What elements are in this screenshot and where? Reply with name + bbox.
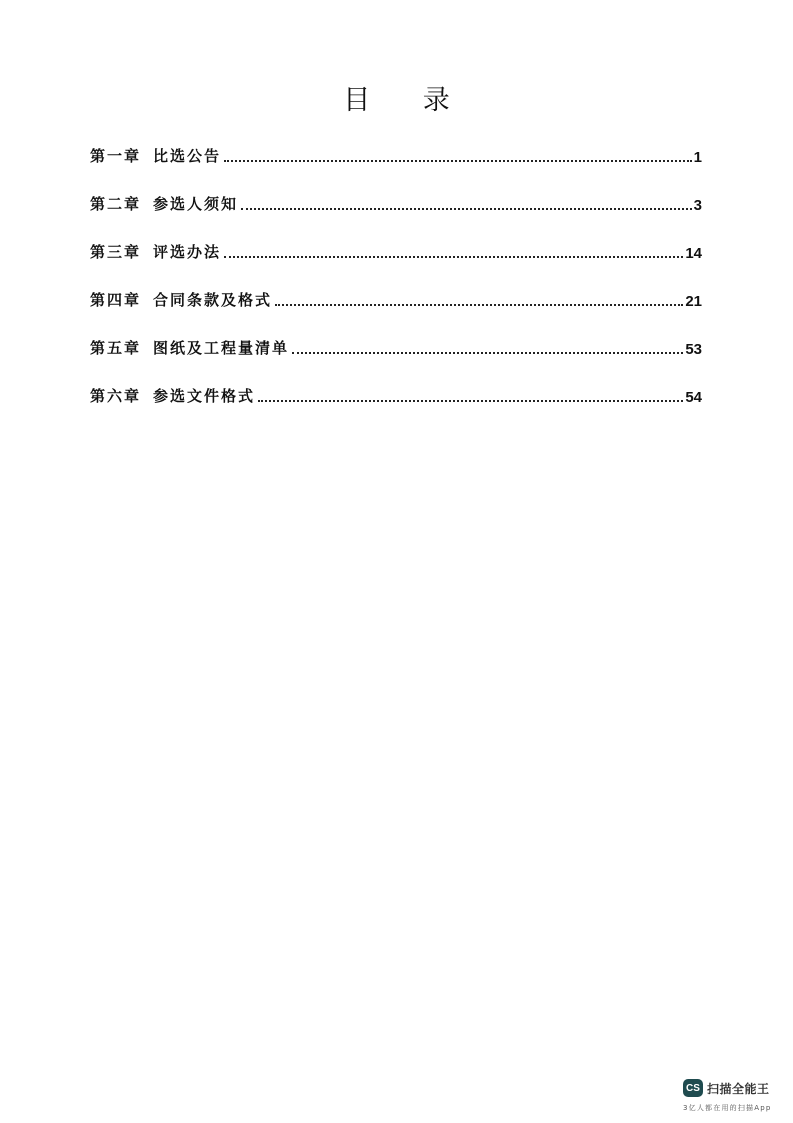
toc-chapter-title: 参选人须知 bbox=[153, 195, 239, 213]
toc-entry[interactable] bbox=[90, 322, 702, 370]
table-of-contents bbox=[90, 130, 702, 418]
toc-page-number: 3 bbox=[693, 197, 702, 214]
toc-page-number: 14 bbox=[685, 245, 702, 262]
toc-chapter-number: 第二章 bbox=[90, 195, 142, 213]
toc-chapter-title: 比选公告 bbox=[153, 147, 222, 165]
toc-dot-leader bbox=[224, 160, 692, 162]
toc-chapter-number: 第三章 bbox=[90, 243, 142, 261]
toc-page-number: 21 bbox=[685, 293, 702, 310]
toc-chapter-number: 第四章 bbox=[90, 291, 142, 309]
toc-dot-leader bbox=[275, 304, 683, 306]
toc-chapter-title: 参选文件格式 bbox=[153, 387, 256, 405]
watermark-brand: 扫描全能王 bbox=[707, 1081, 770, 1096]
toc-chapter-title: 图纸及工程量清单 bbox=[153, 339, 290, 357]
toc-title: 目 录 bbox=[343, 85, 472, 116]
scanner-watermark bbox=[683, 1077, 783, 1117]
toc-entry[interactable] bbox=[90, 226, 702, 274]
toc-entry[interactable] bbox=[90, 130, 702, 178]
toc-page-number: 54 bbox=[685, 389, 702, 406]
toc-page-number: 53 bbox=[685, 341, 702, 358]
toc-entry[interactable] bbox=[90, 178, 702, 226]
camscanner-logo-icon: CS bbox=[683, 1079, 703, 1097]
toc-chapter-number: 第五章 bbox=[90, 339, 142, 357]
watermark-slogan: 3亿人都在用的扫描App bbox=[683, 1104, 772, 1112]
toc-entry[interactable] bbox=[90, 370, 702, 418]
toc-dot-leader bbox=[292, 352, 683, 354]
toc-dot-leader bbox=[224, 256, 683, 258]
toc-dot-leader bbox=[258, 400, 683, 402]
toc-chapter-number: 第六章 bbox=[90, 387, 142, 405]
toc-chapter-title: 评选办法 bbox=[153, 243, 222, 261]
toc-entry[interactable] bbox=[90, 274, 702, 322]
toc-dot-leader bbox=[241, 208, 692, 210]
toc-page-number: 1 bbox=[693, 149, 702, 166]
watermark-header bbox=[683, 1077, 783, 1099]
toc-chapter-title: 合同条款及格式 bbox=[153, 291, 273, 309]
toc-chapter-number: 第一章 bbox=[90, 147, 142, 165]
